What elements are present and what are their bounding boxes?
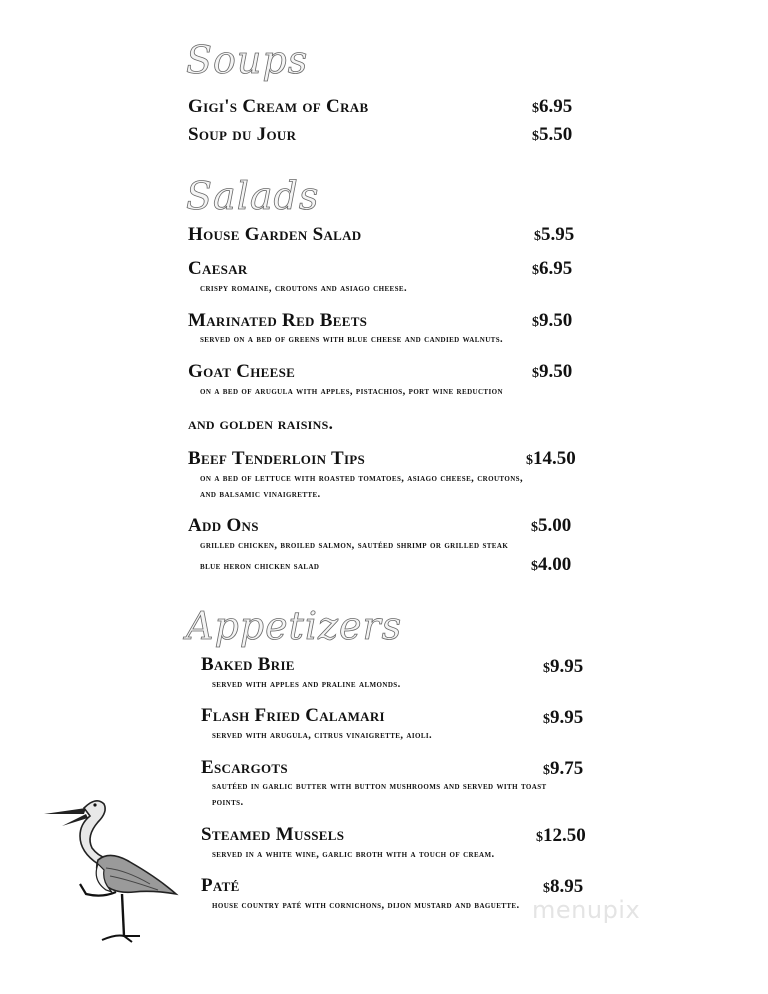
item-desc-mussels: served in a white wine, garlic broth with a touch of cream.	[212, 849, 495, 860]
heron-eye	[93, 803, 96, 806]
item-desc-baked-brie: served with apples and praline almonds.	[212, 679, 401, 690]
item-desc-red-beets: served on a bed of greens with blue cheese and candied walnuts.	[200, 334, 504, 345]
item-desc-caesar: crispy romaine, croutons and asiago cheese.	[200, 283, 407, 294]
item-price-cream-of-crab: $6.95	[532, 96, 573, 117]
item-price-calamari: $9.95	[543, 707, 584, 728]
heron-foot	[102, 936, 140, 943]
item-desc-pate: house country paté with cornichons, dijon mustard and baguette.	[212, 900, 520, 911]
item-price-blue-heron-chicken-salad: $4.00	[531, 554, 572, 575]
item-desc-goat-cheese-cont: and golden raisins.	[188, 414, 334, 433]
item-desc-escargots: sautéed in garlic butter with button mushrooms and served with toast	[212, 781, 547, 792]
item-name-pate: Paté	[201, 875, 240, 896]
salads-heading: Salads	[186, 174, 320, 218]
item-name-blue-heron-chicken-salad: blue heron chicken salad	[200, 561, 320, 572]
item-price-house-garden-salad: $5.95	[534, 224, 575, 245]
item-price-baked-brie: $9.95	[543, 656, 584, 677]
item-price-beef-tips: $14.50	[526, 448, 576, 469]
item-price-red-beets: $9.50	[532, 310, 573, 331]
item-name-house-garden-salad: House Garden Salad	[188, 224, 362, 245]
item-name-baked-brie: Baked Brie	[201, 654, 295, 675]
item-price-goat-cheese: $9.50	[532, 361, 573, 382]
heron-beak	[44, 808, 86, 814]
item-desc-beef-tips-cont: and balsamic vinaigrette.	[200, 489, 321, 500]
item-name-calamari: Flash Fried Calamari	[201, 705, 385, 726]
item-name-caesar: Caesar	[188, 258, 248, 279]
item-desc-goat-cheese: on a bed of arugula with apples, pistachios, port wine reduction	[200, 386, 503, 397]
item-desc-calamari: served with arugula, citrus vinaigrette, aioli.	[212, 730, 433, 741]
item-name-escargots: Escargots	[201, 757, 288, 778]
item-name-goat-cheese: Goat Cheese	[188, 361, 296, 382]
appetizers-heading: Appetizers	[186, 604, 403, 648]
item-desc-escargots-cont: points.	[212, 797, 244, 808]
item-name-mussels: Steamed Mussels	[201, 824, 345, 845]
item-name-red-beets: Marinated Red Beets	[188, 310, 368, 331]
soups-heading: Soups	[186, 38, 309, 82]
item-price-soup-du-jour: $5.50	[532, 124, 573, 145]
item-name-add-ons: Add Ons	[188, 515, 259, 536]
item-name-beef-tips: Beef Tenderloin Tips	[188, 448, 366, 469]
item-price-escargots: $9.75	[543, 758, 584, 779]
item-desc-beef-tips: on a bed of lettuce with roasted tomatoes, asiago cheese, croutons,	[200, 473, 523, 484]
heron-leg	[122, 894, 124, 936]
item-desc-add-ons: grilled chicken, broiled salmon, sautéed shrimp or grilled steak	[200, 540, 509, 551]
item-price-add-ons: $5.00	[531, 515, 572, 536]
item-name-cream-of-crab: Gigi's Cream of Crab	[188, 96, 369, 117]
item-price-pate: $8.95	[543, 876, 584, 897]
item-name-soup-du-jour: Soup du Jour	[188, 124, 297, 145]
watermark: menupix	[532, 896, 641, 924]
item-price-caesar: $6.95	[532, 258, 573, 279]
item-price-mussels: $12.50	[536, 825, 586, 846]
heron-icon	[40, 790, 190, 950]
